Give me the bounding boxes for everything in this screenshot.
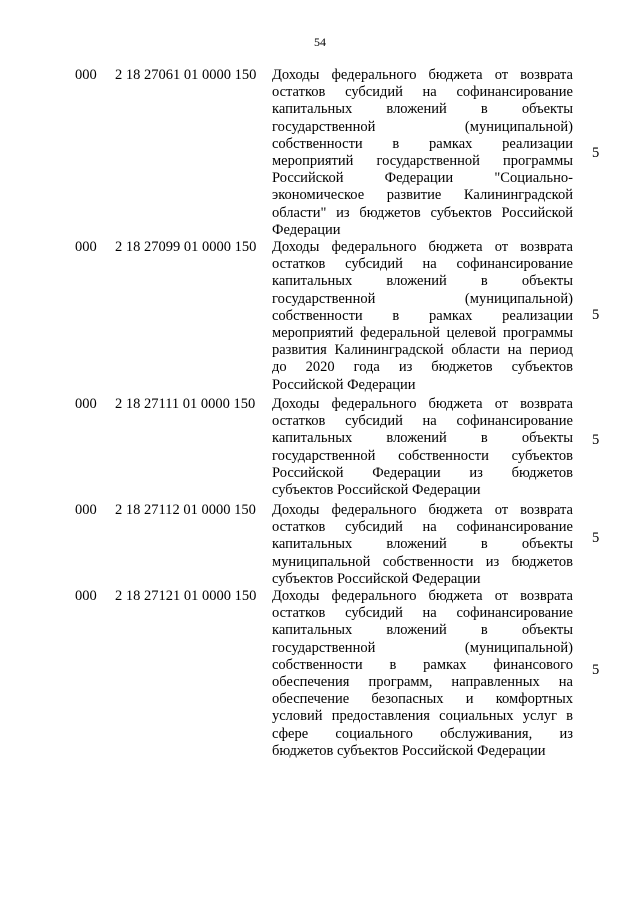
norm-value: 5	[592, 432, 600, 448]
description-line: государственной собственности субъектов	[272, 447, 573, 464]
description-line: субъектов Российской Федерации	[272, 481, 481, 498]
description-line: Российской Федерации из бюджетов	[272, 464, 573, 481]
description-line: Доходы федерального бюджета от возврата	[272, 588, 573, 604]
revenue-entry	[0, 67, 640, 239]
norm-value: 5	[592, 307, 600, 323]
admin-code: 000	[75, 67, 97, 83]
description-line: области" из бюджетов субъектов Российской	[272, 204, 573, 221]
description-line: собственности в рамках реализации	[272, 307, 573, 324]
description-line: остатков субсидий на софинансирование	[272, 605, 573, 622]
description-line: Доходы федерального бюджета от возврата	[272, 239, 573, 255]
revenue-description	[272, 502, 573, 588]
norm-value: 5	[592, 145, 600, 161]
classification-code: 2 18 27112 01 0000 150	[115, 502, 256, 518]
admin-code: 000	[75, 588, 97, 604]
description-line: обеспечение безопасных и комфортных	[272, 691, 573, 708]
revenue-entry	[0, 239, 640, 396]
classification-code: 2 18 27061 01 0000 150	[115, 67, 257, 83]
description-line: собственности в рамках реализации	[272, 135, 573, 152]
admin-code: 000	[75, 502, 97, 518]
description-line: остатков субсидий на софинансирование	[272, 256, 573, 273]
revenue-description	[272, 67, 573, 239]
description-line: государственной (муниципальной)	[272, 118, 573, 135]
admin-code: 000	[75, 396, 97, 412]
description-line: государственной (муниципальной)	[272, 639, 573, 656]
norm-value: 5	[592, 662, 600, 678]
description-line: капитальных вложений в объекты	[272, 622, 573, 639]
description-line: бюджетов субъектов Российской Федерации	[272, 742, 546, 759]
description-line: Российской Федерации "Социально-	[272, 170, 573, 187]
page-number: 54	[314, 35, 326, 49]
description-line: мероприятий федеральной целевой программы	[272, 324, 573, 341]
revenue-description	[272, 396, 573, 499]
revenue-entry	[0, 396, 640, 502]
description-line: капитальных вложений в объекты	[272, 273, 573, 290]
classification-code: 2 18 27111 01 0000 150	[115, 396, 256, 412]
description-line: Доходы федерального бюджета от возврата	[272, 502, 573, 518]
revenue-entry	[0, 588, 640, 760]
description-line: субъектов Российской Федерации	[272, 570, 481, 587]
description-line: остатков субсидий на софинансирование	[272, 84, 573, 101]
revenue-description	[272, 588, 573, 760]
description-line: Российской Федерации	[272, 376, 416, 393]
description-line: муниципальной собственности из бюджетов	[272, 553, 573, 570]
description-line: остатков субсидий на софинансирование	[272, 519, 573, 536]
description-line: капитальных вложений в объекты	[272, 536, 573, 553]
description-line: капитальных вложений в объекты	[272, 101, 573, 118]
description-line: экономическое развитие Калининградской	[272, 187, 573, 204]
description-line: остатков субсидий на софинансирование	[272, 413, 573, 430]
description-line: собственности в рамках финансового	[272, 656, 573, 673]
description-line: условий предоставления социальных услуг в	[272, 708, 573, 725]
description-line: развития Калининградской области на период	[272, 342, 573, 359]
revenue-entry	[0, 502, 640, 588]
admin-code: 000	[75, 239, 97, 255]
description-line: капитальных вложений в объекты	[272, 430, 573, 447]
description-line: государственной (муниципальной)	[272, 290, 573, 307]
revenue-code-list	[0, 67, 640, 760]
description-line: Доходы федерального бюджета от возврата	[272, 396, 573, 412]
description-line: Федерации	[272, 221, 341, 238]
description-line: сфере социального обслуживания, из	[272, 725, 573, 742]
norm-value: 5	[592, 530, 600, 546]
classification-code: 2 18 27121 01 0000 150	[115, 588, 257, 604]
classification-code: 2 18 27099 01 0000 150	[115, 239, 257, 255]
revenue-description	[272, 239, 573, 394]
description-line: обеспечения программ, направленных на	[272, 673, 573, 690]
description-line: Доходы федерального бюджета от возврата	[272, 67, 573, 83]
description-line: до 2020 года из бюджетов субъектов	[272, 359, 573, 376]
description-line: мероприятий государственной программы	[272, 152, 573, 169]
